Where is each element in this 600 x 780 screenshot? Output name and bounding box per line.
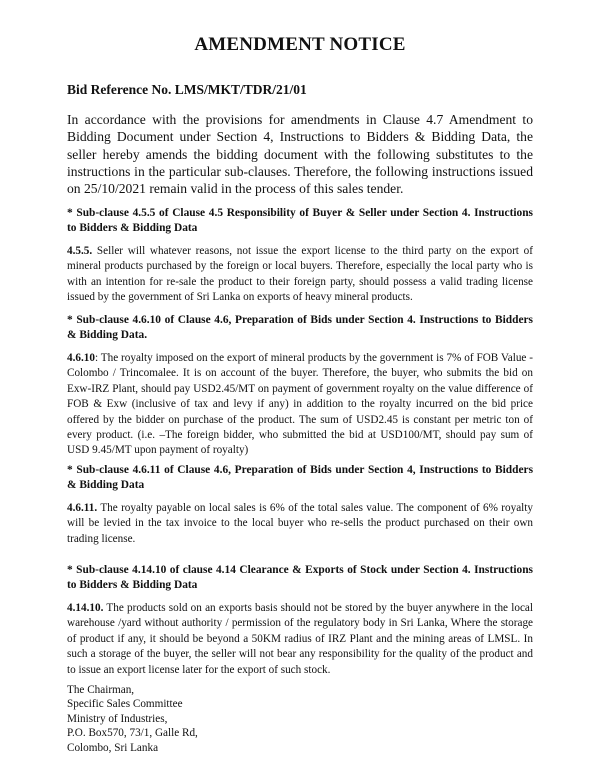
clause-text: The royalty payable on local sales is 6% of the total sales value. The component of 6% royalty will be levied in the tax invoice to the local buyer who re-sells the product purchased on their own trading license. <box>67 502 533 545</box>
section-paragraph-4-14-10 <box>67 601 533 678</box>
intro-paragraph: In accordance with the provisions for amendments in Clause 4.7 Amendment to Bidding Document under Section 4, Instructions to Bidders & Bidding Data, the seller hereby amends the bidding document with the following substitutes to the instructions in the particular sub-clauses. Therefore, the following instructions issued on 25/10/2021 remain valid in the process of this sales tender. <box>67 112 533 197</box>
clause-number: 4.14.10. <box>67 602 104 614</box>
signature-line: P.O. Box570, 73/1, Galle Rd, <box>67 727 198 740</box>
clause-text: The products sold on an exports basis should not be stored by the buyer anywhere in the local warehouse /yard without authority / permission of the regulatory body in Sri Lanka, Where the storage of product if any, it should be beyond a 50KM radius of IRZ Plant and the mining areas of LMSL. In such a storage of the buyer, the seller will not bear any responsibility for the quality of the product and to issue an export license later for the export of such stock. <box>67 602 533 676</box>
section-paragraph-4-5-5 <box>67 244 533 306</box>
section-paragraph-4-6-11 <box>67 501 533 547</box>
clause-text: : The royalty imposed on the export of mineral products by the government is 7% of FOB Value - Colombo / Trincomalee. It is on account of the buyer. Therefore, the buyer, who submits the bid on Exw-IRZ Plant, should pay USD2.45/MT on payment of government royalty on the value difference of FOB & Exw (inclusive of tax and levy if any) in addition to the royalty incurred on the bid price offered by the bidder on purchase of the product. The sum of USD2.45 is constant per metric ton of every product. (i.e. –The foreign bidder, who submitted the bid at USD100/MT, should pay sum of USD 9.45/MT upon payment of royalty) <box>67 352 533 457</box>
signature-block <box>67 683 198 755</box>
bid-reference: Bid Reference No. LMS/MKT/TDR/21/01 <box>67 82 307 97</box>
section-paragraph-4-6-10 <box>67 351 533 459</box>
signature-line: Ministry of Industries, <box>67 712 168 725</box>
signature-line: The Chairman, <box>67 684 135 696</box>
signature-line: Colombo, Sri Lanka <box>67 741 159 754</box>
section-heading-4-6-10: * Sub-clause 4.6.10 of Clause 4.6, Preparation of Bids under Section 4. Instructions to Bidders & Bidding Data. <box>67 314 533 342</box>
clause-number: 4.5.5. <box>67 245 93 257</box>
clause-number: 4.6.10 <box>67 352 95 364</box>
section-heading-4-5-5: * Sub-clause 4.5.5 of Clause 4.5 Responsibility of Buyer & Seller under Section 4. Instructions to Bidders & Bidding Data <box>67 207 533 235</box>
clause-text: Seller will whatever reasons, not issue the export license to the third party on the export of mineral products purchased by the foreign or local buyers. Therefore, especially the local party who is with an intention for re-sale the product to their foreign party, should possess a valid trading license issued by the government of Sri Lanka on exports of heavy mineral products. <box>67 245 533 304</box>
signature-line: Specific Sales Committee <box>67 698 183 711</box>
document-title: AMENDMENT NOTICE <box>194 34 406 55</box>
clause-number: 4.6.11. <box>67 502 98 514</box>
section-heading-4-6-11: * Sub-clause 4.6.11 of Clause 4.6, Preparation of Bids under Section 4, Instructions to Bidders & Bidding Data <box>67 464 533 492</box>
section-heading-4-14-10: * Sub-clause 4.14.10 of clause 4.14 Clearance & Exports of Stock under Section 4. Instructions to Bidders & Bidding Data <box>67 564 533 592</box>
